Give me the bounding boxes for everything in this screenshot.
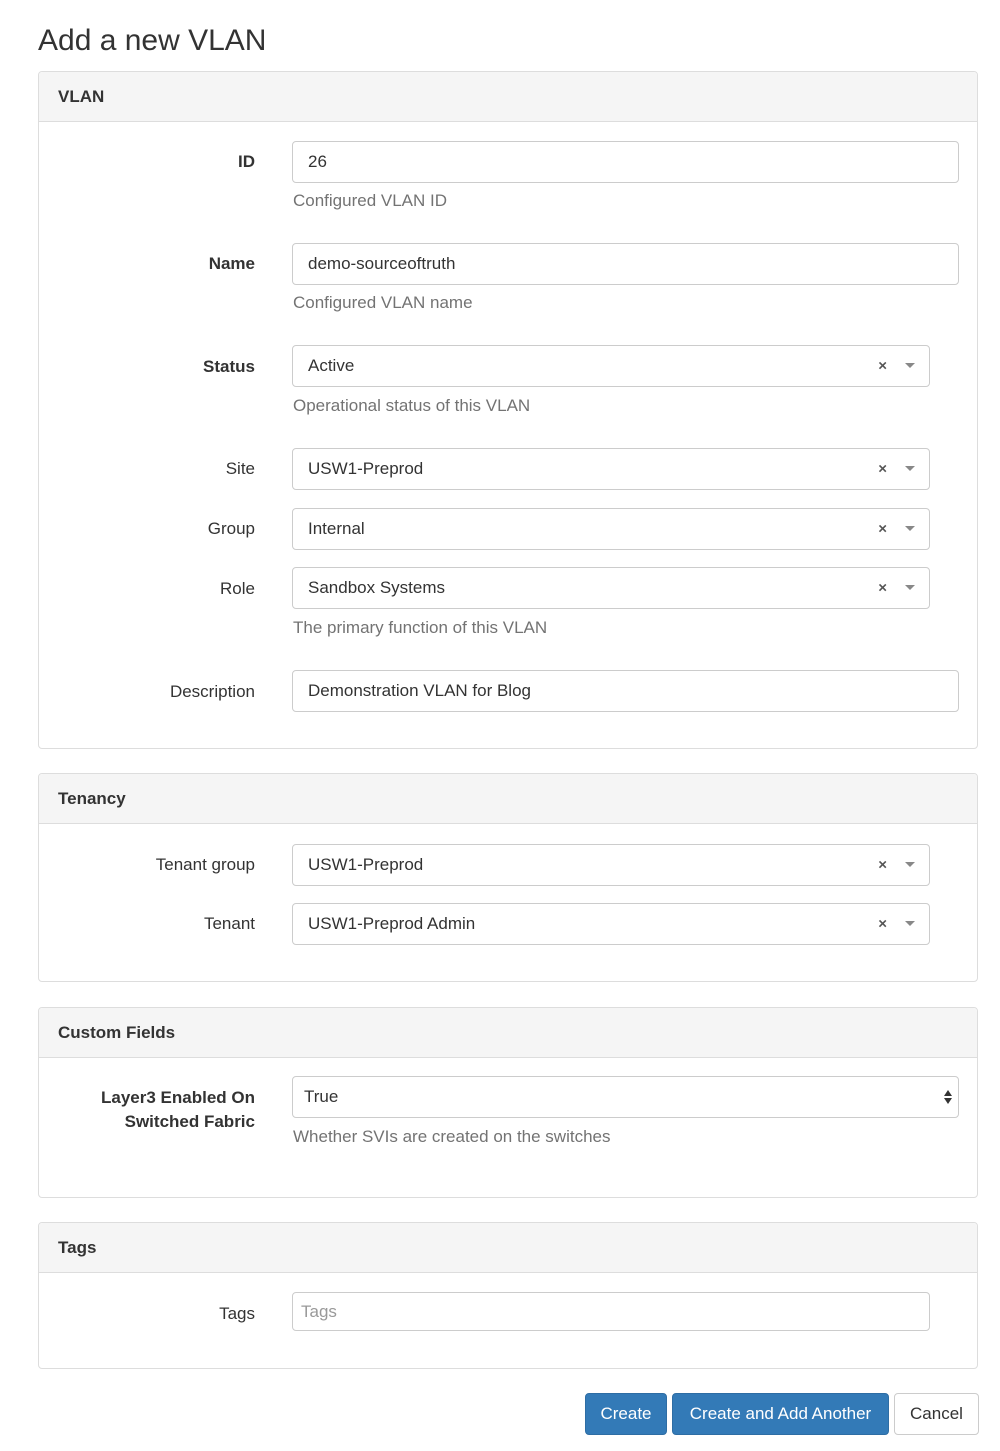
tenant-select[interactable]: [292, 903, 930, 945]
clear-icon[interactable]: ×: [878, 915, 887, 933]
create-button[interactable]: Create: [585, 1393, 667, 1435]
role-help: The primary function of this VLAN: [293, 618, 548, 637]
clear-icon[interactable]: ×: [878, 357, 887, 375]
status-help: Operational status of this VLAN: [293, 396, 531, 415]
tenant-label: Tenant: [203, 914, 255, 933]
tenant-group-select[interactable]: [292, 844, 930, 886]
chevron-down-icon[interactable]: [905, 526, 915, 531]
clear-icon[interactable]: ×: [878, 520, 887, 538]
id-value: 26: [308, 152, 327, 171]
tags-input[interactable]: [292, 1292, 930, 1331]
vlan-panel: [38, 71, 978, 749]
name-label: Name: [208, 254, 255, 273]
site-select[interactable]: [292, 448, 930, 490]
create-and-add-another-button[interactable]: Create and Add Another: [672, 1393, 889, 1435]
role-label: Role: [220, 579, 255, 598]
cancel-button[interactable]: Cancel: [894, 1393, 979, 1435]
chevron-down-icon[interactable]: [905, 466, 915, 471]
status-select[interactable]: [292, 345, 930, 387]
chevron-down-icon[interactable]: [905, 862, 915, 867]
description-input[interactable]: [292, 670, 959, 712]
tags-label: Tags: [219, 1304, 255, 1323]
tenancy-panel-heading: Tenancy: [39, 774, 977, 824]
role-value: Sandbox Systems: [308, 578, 446, 597]
select-arrows-icon: [944, 1090, 952, 1104]
id-input[interactable]: [292, 141, 959, 183]
tags-panel-heading: Tags: [39, 1223, 977, 1273]
tenancy-panel: [38, 773, 978, 982]
tenant-group-label: Tenant group: [155, 855, 255, 874]
tags-placeholder: Tags: [301, 1301, 337, 1321]
chevron-down-icon[interactable]: [905, 363, 915, 368]
chevron-down-icon[interactable]: [905, 585, 915, 590]
clear-icon[interactable]: ×: [878, 856, 887, 874]
name-value: demo-sourceoftruth: [308, 254, 456, 273]
clear-icon[interactable]: ×: [878, 579, 887, 597]
name-help: Configured VLAN name: [293, 293, 473, 312]
group-value: Internal: [308, 519, 365, 538]
vlan-panel-heading: VLAN: [39, 72, 977, 122]
clear-icon[interactable]: ×: [878, 460, 887, 478]
tenant-group-value: USW1-Preprod: [308, 855, 424, 874]
chevron-down-icon[interactable]: [905, 921, 915, 926]
site-value: USW1-Preprod: [308, 459, 424, 478]
site-label: Site: [225, 459, 255, 478]
layer3-help: Whether SVIs are created on the switches: [293, 1127, 611, 1146]
tags-panel: [38, 1222, 978, 1369]
status-value: Active: [308, 356, 355, 375]
tenant-value: USW1-Preprod Admin: [308, 914, 476, 933]
description-label: Description: [169, 682, 255, 701]
layer3-label-line1: Layer3 Enabled On: [101, 1088, 255, 1107]
description-value: Demonstration VLAN for Blog: [308, 681, 531, 700]
layer3-select[interactable]: [292, 1076, 959, 1118]
name-input[interactable]: [292, 243, 959, 285]
custom-fields-panel-heading: Custom Fields: [39, 1008, 977, 1058]
id-help: Configured VLAN ID: [293, 191, 448, 210]
id-label: ID: [238, 152, 255, 171]
layer3-label-line2: Switched Fabric: [124, 1112, 255, 1131]
page-title: Add a new VLAN: [38, 24, 267, 57]
status-label: Status: [203, 357, 255, 376]
layer3-value: True: [304, 1087, 339, 1106]
role-select[interactable]: [292, 567, 930, 609]
group-label: Group: [207, 519, 255, 538]
group-select[interactable]: [292, 508, 930, 550]
custom-fields-panel: [38, 1007, 978, 1198]
